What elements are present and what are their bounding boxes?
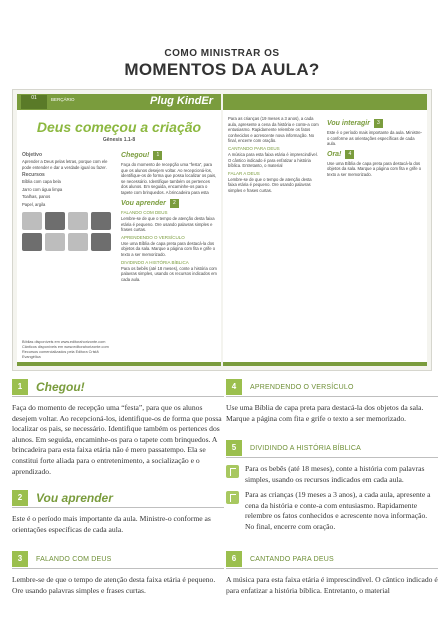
mini-step-text: A música para esta faixa etária é imprescindível. O cântico indicado é para enfatizar a história bíblica. Entretanto, o material: [228, 151, 318, 169]
age-label: BERÇÁRIO: [51, 97, 75, 102]
mini-step-badge: 4: [345, 150, 354, 159]
step-text: A música para esta faixa etária é imprescindível. O cântico indicado é para enfatizar a história bíblica. Entretanto, o material: [226, 575, 438, 595]
left-column: [22, 150, 114, 251]
resource-photo: [45, 212, 65, 230]
mini-step-subtitle: FALAR A DEUS: [228, 170, 260, 176]
step-title: DIVIDINDO A HISTÓRIA BÍBLICA: [250, 444, 362, 452]
step-aprendendo-versiculo: [226, 378, 438, 424]
resource-photo: [45, 233, 65, 251]
checkmark-icon: [226, 465, 239, 478]
resource-item: Papel, argila: [22, 201, 46, 207]
mini-step-text: Lembre-se de que o tempo de atenção desta faixa etária é pequeno. Ore usando palavras simples e frases curtas.: [121, 216, 215, 233]
mini-step-text: Use uma Bíblia de capa preta para destacá-la dos objetos da sala. Marque a página com fita e grife o texto a ser memorizado.: [121, 240, 216, 257]
step-falando-com-deus: [12, 550, 224, 596]
page-bottom-strip: [17, 362, 221, 366]
step-number-badge: 2: [12, 490, 28, 506]
mini-step-text: Use uma Bíblia de capa preta para destacá-la dos objetos da sala. Marque a página com fita e grife o texto a ser memorizado.: [327, 160, 422, 177]
step-title: APRENDENDO O VERSÍCULO: [250, 383, 354, 391]
step-title: FALANDO COM DEUS: [36, 555, 112, 563]
resource-photo: [22, 233, 42, 251]
step-number-badge: 3: [12, 551, 28, 567]
resource-photo: [91, 212, 111, 230]
mini-step-subtitle: CANTANDO PARA DEUS: [228, 145, 280, 151]
mini-step-title: Ora!: [327, 150, 342, 158]
step-number-badge: 5: [226, 440, 242, 456]
step-header: [12, 550, 224, 569]
steps-section: [0, 378, 444, 638]
page-title: MOMENTOS DA AULA?: [124, 60, 320, 79]
page-bottom-strip: [223, 362, 427, 366]
step-title: CANTANDO PARA DEUS: [250, 555, 334, 563]
page-number-badge: 01: [21, 95, 47, 109]
step-chegou: [12, 378, 224, 477]
step-header: [226, 439, 438, 458]
resources-heading: Recursos: [22, 172, 45, 179]
step-bullet-text: Para as crianças (19 meses a 3 anos), a cada aula, apresente a cena da história e conte-a com entusiasmo. Rapidamente relembre os fatos conhecidos e acrescente nova informação. No final, encerre com oração.: [245, 490, 431, 531]
step-title: Chegou!: [36, 380, 85, 394]
footnote-line: Bíblias disponíveis em www.editorahorizonte.com: [22, 340, 106, 344]
step-vou-aprender: [12, 489, 224, 535]
spread-top-band: [17, 94, 221, 110]
spread-top-band: [223, 94, 427, 110]
footnotes: [22, 340, 114, 360]
lesson-spread-image: [12, 89, 432, 371]
mini-step-text: Para as crianças (19 meses a 3 anos), a cada aula, apresente a cena da história e conte-a com entusiasmo. Rapidamente relembre os fatos conhecidos e acrescente nova informação. No final, encerre com oração.: [228, 116, 319, 144]
step-number-badge: 6: [226, 551, 242, 567]
step-header: [12, 378, 224, 397]
checkmark-icon: [226, 491, 239, 504]
brand-logo: Plug KindEr: [150, 95, 213, 107]
step-text: Lembre-se de que o tempo de atenção desta faixa etária é pequeno. Ore usando palavras simples e frases curtas.: [12, 575, 216, 595]
resource-photos: [22, 212, 114, 251]
header-line1: COMO MINISTRAR OS: [164, 48, 280, 59]
step-header: [226, 550, 438, 569]
step-bullet-text: Para os bebês (até 18 meses), conte a história com palavras simples, usando os recursos indicados em cada aula.: [245, 464, 425, 484]
resource-item: Jarro com água limpa: [22, 186, 63, 192]
lesson-title: Deus começou a criação: [36, 119, 202, 135]
left-page-steps: [121, 148, 217, 284]
list-item: [226, 490, 438, 532]
resource-item: Toalhas, panos: [22, 194, 51, 200]
mini-step-subtitle: APRENDENDO O VERSÍCULO: [121, 234, 185, 240]
objective-heading: Objetivo: [22, 152, 43, 158]
lesson-reference: Gênesis 1.1-8: [102, 137, 136, 143]
footnote-line: Cânticos disponíveis em www.editorahorizonte.com: [22, 345, 109, 349]
step-number-badge: 1: [12, 379, 28, 395]
mini-step-title: Vou aprender: [121, 200, 166, 207]
right-page-left-column: [228, 116, 320, 196]
mini-step-text: Este é o período mais importante da aula. Ministre-o conforme as orientações específicas de cada aula.: [327, 130, 422, 147]
objective-text: Aprender a Deus pelas letras, porque com ele pode entender e dar a verdade igual ou fazer.: [22, 159, 108, 170]
step-title: Vou aprender: [36, 491, 113, 505]
step-number-badge: 4: [226, 379, 242, 395]
resource-photo: [22, 212, 42, 230]
mini-step-badge: 2: [170, 199, 179, 208]
resource-photo: [91, 233, 111, 251]
mini-step-badge: 1: [153, 151, 162, 160]
mini-step-title: Vou interagir: [327, 120, 370, 127]
step-text: Use uma Bíblia de capa preta para destacá-la dos objetos da sala. Marque a página com fita e grife o texto a ser memorizado.: [226, 403, 424, 423]
step-header: [226, 378, 438, 397]
right-page-right-column: [327, 116, 423, 180]
step-text: Faça do momento de recepção uma “festa”, para que os alunos desejem voltar. Ao recepcioná-los, identifique-os de forma que possa localizar os pais, se necessário. Identifique também os pertences dos alunos. Em seguida, encaminhe-os para o tapete com brinquedos. A brincadeira para esta faixa etária não é mero passatempo. Ela se constitui forte aliada para o entretenimento, a socialização e o aprendizado.: [12, 403, 222, 476]
step-dividindo-historia: [226, 439, 438, 538]
mini-step-title: Chegou!: [121, 152, 150, 159]
mini-step-text: Para os bebês (até 18 meses), conte a história com palavras simples, usando os recursos indicados em cada aula.: [121, 265, 217, 282]
step-header: [12, 489, 224, 508]
mini-step-badge: 3: [374, 119, 383, 128]
step-cantando-para-deus: [226, 550, 438, 596]
spread-left-page: [17, 94, 221, 366]
spread-right-page: [223, 94, 427, 366]
resource-item: Bíblia com capa bela: [22, 179, 61, 185]
resource-photo: [68, 233, 88, 251]
mini-step-text: Lembre-se de que o tempo de atenção desta faixa etária é pequeno. Ore usando palavras simples e frases curtas.: [228, 176, 312, 193]
mini-step-subtitle: DIVIDINDO A HISTÓRIA BÍBLICA: [121, 259, 189, 265]
mini-step-text: Faça do momento de recepção uma “festa”, para que os alunos desejem voltar. Ao recepcioná-los, identifique-os de forma que possa localizar os pais, se necessário. Identifique também os pertences dos alunos. Em seguida, encaminhe-os para o tapete com brinquedos. A brincadeira para esta: [121, 162, 217, 195]
list-item: [226, 464, 438, 485]
resource-photo: [68, 212, 88, 230]
step-text: Este é o período mais importante da aula. Ministre-o conforme as orientações específicas de cada aula.: [12, 514, 211, 534]
mini-step-subtitle: FALANDO COM DEUS: [121, 210, 168, 215]
footnote-line: Recursos comercializados pela Editora Cristã Evangélica: [22, 350, 99, 359]
